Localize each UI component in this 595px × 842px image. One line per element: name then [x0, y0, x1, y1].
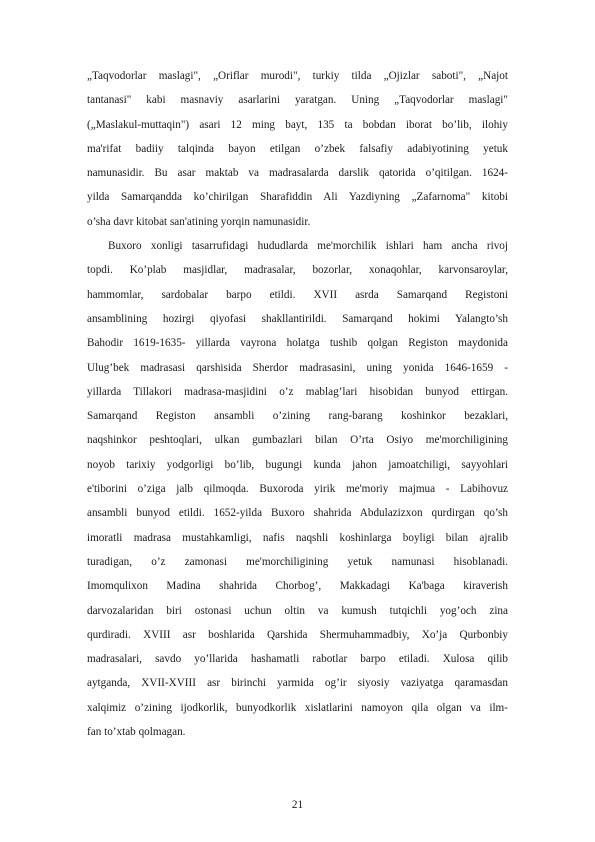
text-line: naqshinkor peshtoqlari, ulkan gumbazlari bilan O’rta Osiyo me'morchiligining — [87, 434, 508, 447]
text-line: turadigan, o’z zamonasi me'morchiligining yetuk namunasi hisoblanadi. — [87, 555, 508, 568]
text-line: xalqimiz o’zining ijodkorlik, bunyodkorlik xislatlarini namoyon qila olgan va ilm- — [87, 701, 508, 714]
text-line: yillarda Tillakori madrasa-masjidini o’z mablag’lari hisobidan bunyod ettirgan. — [87, 385, 508, 398]
text-line: Bahodir 1619-1635- yillarda vayrona holatga tushib qolgan Registon maydonida — [87, 337, 508, 350]
text-line: hammomlar, sardobalar barpo etildi. XVII asrda Samarqand Registoni — [87, 288, 508, 301]
text-line: ansambli bunyod etildi. 1652-yilda Buxoro shahrida Abdulazizxon qurdirgan qo’sh — [87, 507, 508, 520]
page-number: 21 — [291, 799, 304, 811]
text-line: topdi. Ko’plab masjidlar, madrasalar, bozorlar, xonaqohlar, karvonsaroylar, — [87, 264, 508, 277]
text-line: ansamblining hozirgi qiyofasi shakllantirildi. Samarqand hokimi Yalangto’sh — [87, 312, 508, 325]
text-line: ma'rifat badiiy talqinda bayon etilgan o’zbek falsafiy adabiyotining yetuk — [87, 142, 508, 155]
text-line: madrasalari, savdo yo’llarida hashamatli rabotlar barpo etiladi. Xulosa qilib — [87, 653, 508, 666]
text-line: Buxoro xonligi tasarrufidagi hududlarda me'morchilik ishlari ham ancha rivoj — [108, 240, 508, 253]
text-line: darvozalaridan biri ostonasi uchun oltin va kumush tutqichli yog’och zina — [87, 604, 508, 617]
text-line: imoratli madrasa mustahkamligi, nafis naqshli koshinlarga boyligi bilan ajralib — [87, 531, 508, 544]
text-line: („Maslakul-muttaqin") asari 12 ming bayt, 135 ta bobdan iborat bo’lib, ilohiy — [87, 118, 508, 131]
paragraph-1 — [87, 64, 508, 234]
paragraph-2 — [87, 234, 508, 744]
text-line: tantanasi" kabi masnaviy asarlarini yaratgan. Uning „Taqvodorlar maslagi" — [87, 94, 508, 107]
text-line: qurdiradi. XVIII asr boshlarida Qarshida Shermuhammadbiy, Xo’ja Qurbonbiy — [87, 628, 508, 641]
text-line: o’sha davr kitobat san'atining yorqin namunasidir. — [87, 215, 311, 228]
text-line: Ulug’bek madrasasi qarshisida Sherdor madrasasini, uning yonida 1646-1659 - — [87, 361, 508, 374]
text-line: namunasidir. Bu asar maktab va madrasalarda darslik qatorida o’qitilgan. 1624- — [87, 167, 508, 180]
text-line: fan to’xtab qolmagan. — [87, 726, 186, 739]
text-line: „Taqvodorlar maslagi", „Oriflar murodi", turkiy tilda „Ojizlar saboti", „Najot — [87, 70, 508, 82]
document-page — [87, 64, 508, 744]
text-line: Imomqulixon Madina shahrida Chorbog’, Makkadagi Ka'baga kiraverish — [87, 580, 508, 593]
text-line: aytganda, XVII-XVIII asr birinchi yarmida og’ir siyosiy vaziyatga qaramasdan — [87, 677, 508, 690]
text-line: yilda Samarqandda ko’chirilgan Sharafiddin Ali Yazdiyning „Zafarnoma" kitobi — [87, 191, 508, 204]
text-line: noyob tarixiy yodgorligi bo’lib, bugungi kunda jahon jamoatchiligi, sayyohlari — [87, 458, 508, 471]
text-line: Samarqand Registon ansambli o’zining rang-barang koshinkor bezaklari, — [87, 410, 508, 423]
text-line: e'tiborini o’ziga jalb qilmoqda. Buxoroda yirik me'moriy majmua - Labihovuz — [87, 483, 508, 496]
